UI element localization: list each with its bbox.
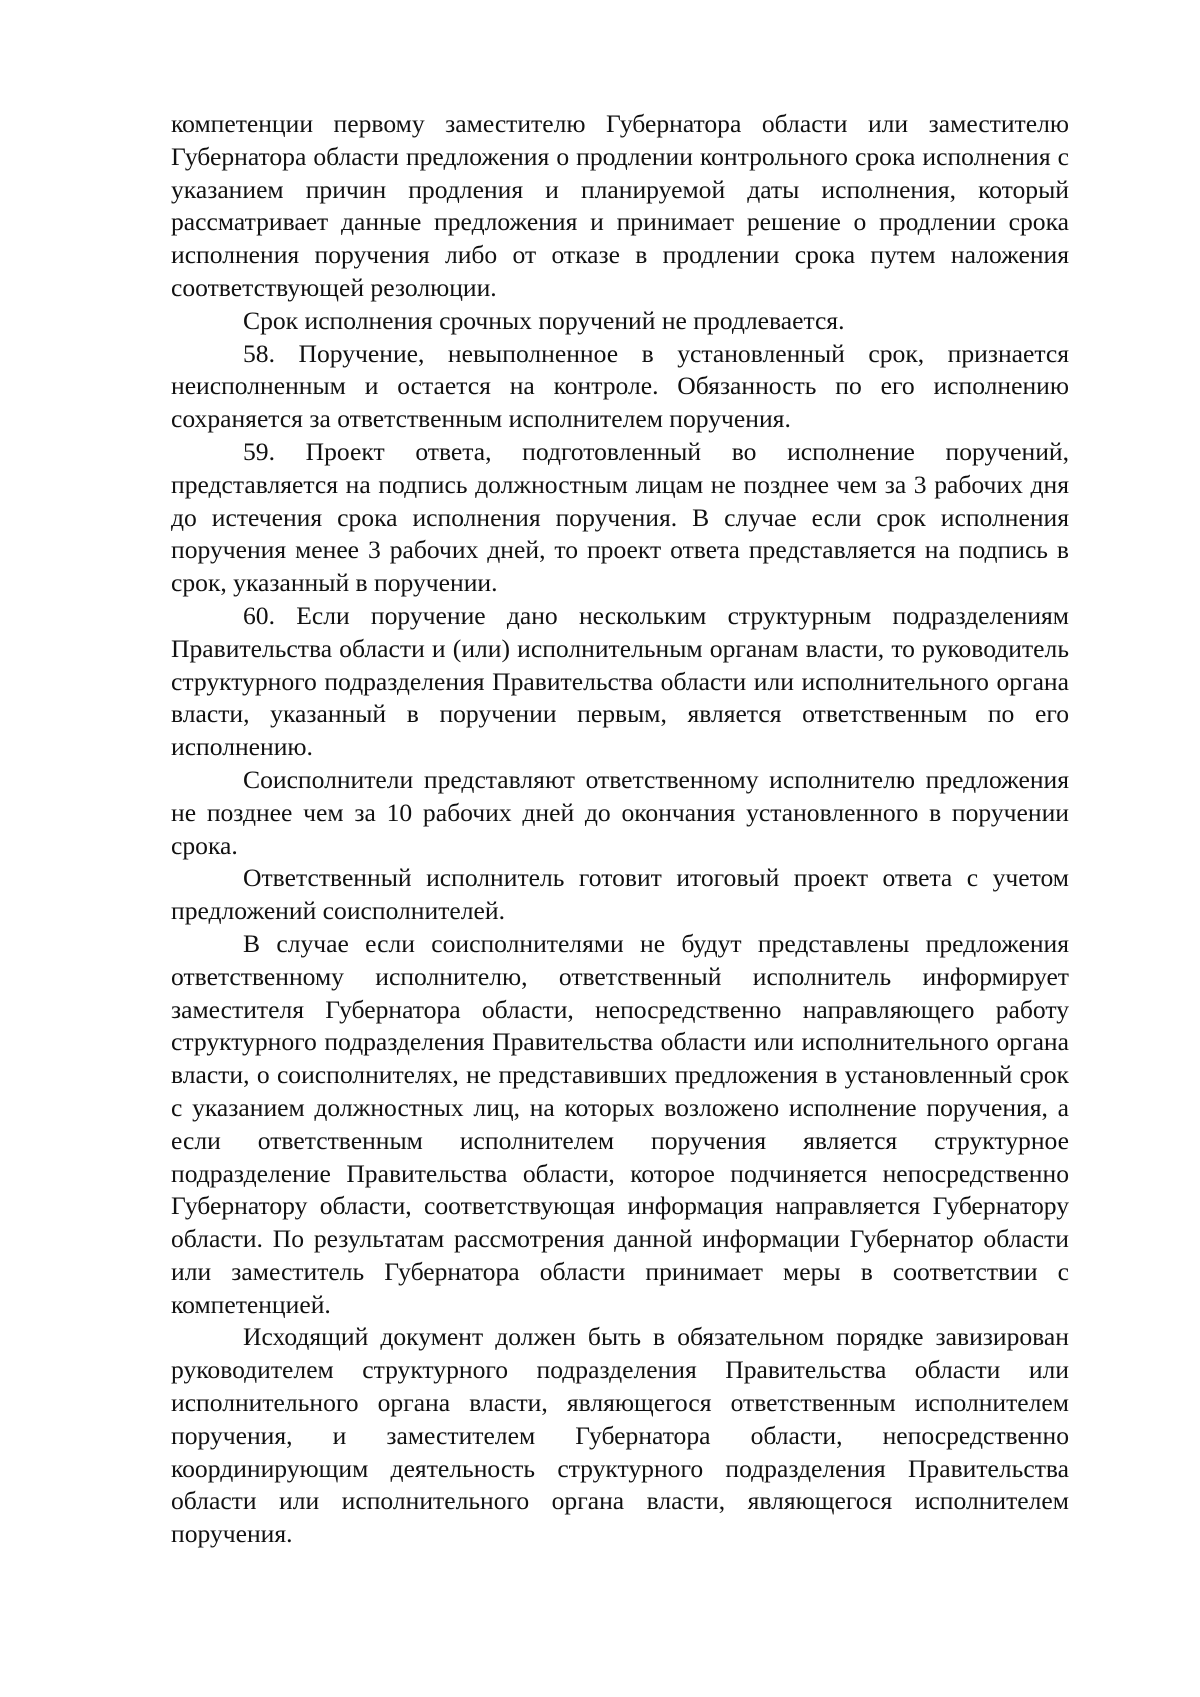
paragraph-item-60: 60. Если поручение дано нескольким структурным подразделениям Правительства области и (или) исполнительным органам власти, то руководитель структурного подразделения Правительства области или исполнительного органа власти, указанный в поручении первым, является ответственным по его исполнению. bbox=[171, 600, 1069, 762]
paragraph-missing-proposals: В случае если соисполнителями не будут представлены предложения ответственному исполнителю, ответственный исполнитель информирует заместителя Губернатора области, непосредственно направляющего работу структурного подразделения Правительства области или исполнительного органа власти, о соисполнителях, не представивших предложения в установленный срок с указанием должностных лиц, на которых возложено исполнение поручения, а если ответственным исполнителем поручения является структурное подразделение Правительства области, которое подчиняется непосредственно Губернатору области, соответствующая информация направляется Губернатору области. По результатам рассмотрения данной информации Губернатор области или заместитель Губернатора области принимает меры в соответствии с компетенцией. bbox=[171, 928, 1069, 1319]
paragraph-continuation: компетенции первому заместителю Губернатора области или заместителю Губернатора области предложения о продлении контрольного срока исполнения с указанием причин продления и планируемой даты исполнения, который рассматривает данные предложения и принимает решение о продлении срока исполнения поручения либо от отказе в продлении срока путем наложения соответствующей резолюции. bbox=[171, 109, 1069, 302]
document-page bbox=[171, 108, 1069, 1551]
paragraph-outgoing-document: Исходящий документ должен быть в обязательном порядке завизирован руководителем структурного подразделения Правительства области или исполнительного органа власти, являющегося ответственным исполнителем поручения, и заместителем Губернатора области, непосредственно координирующим деятельность структурного подразделения Правительства области или исполнительного органа власти, являющегося исполнителем поручения. bbox=[171, 1322, 1069, 1549]
paragraph-co-executors: Соисполнители представляют ответственному исполнителю предложения не позднее чем за 10 рабочих дней до окончания установленного в поручении срока. bbox=[171, 764, 1069, 860]
paragraph-item-59: 59. Проект ответа, подготовленный во исполнение поручений, представляется на подпись должностным лицам не позднее чем за 3 рабочих дня до истечения срока исполнения поручения. В случае если срок исполнения поручения менее 3 рабочих дней, то проект ответа представляется на подпись в срок, указанный в поручении. bbox=[171, 436, 1069, 598]
paragraph-item-58: 58. Поручение, невыполненное в установленный срок, признается неисполненным и остается на контроле. Обязанность по его исполнению сохраняется за ответственным исполнителем поручения. bbox=[171, 338, 1069, 434]
paragraph-urgent-deadline: Срок исполнения срочных поручений не продлевается. bbox=[243, 305, 845, 335]
paragraph-final-draft: Ответственный исполнитель готовит итоговый проект ответа с учетом предложений соисполнителей. bbox=[171, 863, 1069, 926]
